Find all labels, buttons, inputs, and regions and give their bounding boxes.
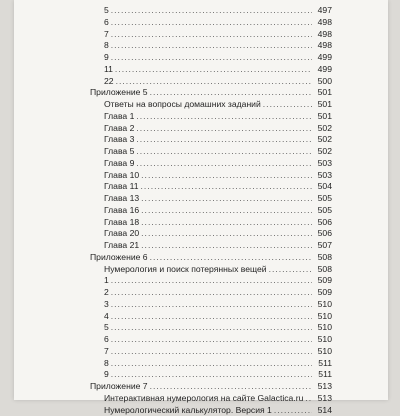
toc-page-number: 510 — [314, 311, 332, 323]
toc-entry-row — [90, 346, 332, 358]
toc-entry-label: Ответы на вопросы домашних заданий — [104, 99, 261, 111]
toc-page-number: 510 — [314, 299, 332, 311]
toc-entry-label: 11 — [104, 64, 113, 76]
dot-leader — [111, 5, 312, 17]
toc-entry-row — [90, 52, 332, 64]
toc-entry-label: Глава 21 — [104, 240, 139, 252]
dot-leader — [111, 322, 312, 334]
dot-leader — [111, 52, 312, 64]
toc-entry-label: 5 — [104, 322, 109, 334]
dot-leader — [111, 358, 312, 370]
toc-entry-row — [90, 40, 332, 52]
toc-page-number: 508 — [314, 252, 332, 264]
toc-page-number: 514 — [314, 405, 332, 416]
toc-entry-label: 8 — [104, 40, 109, 52]
dot-leader — [111, 287, 312, 299]
toc-entry-row — [90, 322, 332, 334]
toc-entry-label: Глава 13 — [104, 193, 139, 205]
toc-entry-row — [90, 217, 332, 229]
toc-page-number: 508 — [314, 264, 332, 276]
toc-entry-row — [90, 369, 332, 381]
toc-page-number: 505 — [314, 205, 332, 217]
dot-leader — [263, 99, 312, 111]
toc-entry-label: 3 — [104, 299, 109, 311]
dot-leader — [305, 393, 312, 405]
dot-leader — [141, 217, 312, 229]
toc-entry-row — [90, 99, 332, 111]
toc-page-number: 502 — [314, 146, 332, 158]
toc-page-number: 505 — [314, 193, 332, 205]
toc-entry-row — [90, 134, 332, 146]
toc-entry-label: Глава 18 — [104, 217, 139, 229]
toc-page-number: 501 — [314, 99, 332, 111]
dot-leader — [150, 252, 312, 264]
toc-entry-label: 2 — [104, 287, 109, 299]
toc-page-number: 500 — [314, 76, 332, 88]
table-of-contents — [90, 5, 332, 416]
toc-entry-row — [90, 123, 332, 135]
dot-leader — [141, 181, 312, 193]
toc-page-number: 502 — [314, 134, 332, 146]
toc-entry-row — [90, 299, 332, 311]
toc-page-number: 499 — [314, 52, 332, 64]
dot-leader — [111, 275, 312, 287]
dot-leader — [136, 146, 312, 158]
toc-entry-row — [90, 287, 332, 299]
toc-entry-label: 7 — [104, 346, 109, 358]
toc-section-row — [90, 87, 332, 99]
dot-leader — [136, 123, 312, 135]
toc-entry-label: 4 — [104, 311, 109, 323]
toc-entry-label: 9 — [104, 52, 109, 64]
toc-page-number: 497 — [314, 5, 332, 17]
toc-entry-label: Глава 9 — [104, 158, 134, 170]
dot-leader — [136, 158, 312, 170]
toc-page-number: 503 — [314, 170, 332, 182]
dot-leader — [136, 111, 312, 123]
toc-entry-row — [90, 275, 332, 287]
toc-page-number: 510 — [314, 334, 332, 346]
toc-entry-label: Глава 3 — [104, 134, 134, 146]
dot-leader — [111, 346, 312, 358]
toc-entry-row — [90, 311, 332, 323]
dot-leader — [111, 311, 312, 323]
toc-page-number: 498 — [314, 29, 332, 41]
toc-entry-label: 9 — [104, 369, 109, 381]
toc-page-number: 498 — [314, 40, 332, 52]
toc-entry-row — [90, 205, 332, 217]
toc-entry-row — [90, 146, 332, 158]
toc-entry-label: Нумерология и поиск потерянных вещей — [104, 264, 267, 276]
dot-leader — [141, 240, 312, 252]
toc-page-number: 509 — [314, 287, 332, 299]
toc-entry-row — [90, 158, 332, 170]
toc-page-number: 506 — [314, 217, 332, 229]
toc-page-number: 504 — [314, 181, 332, 193]
toc-entry-label: Глава 16 — [104, 205, 139, 217]
toc-page-number: 503 — [314, 158, 332, 170]
dot-leader — [141, 228, 312, 240]
dot-leader — [111, 40, 312, 52]
toc-page-number: 506 — [314, 228, 332, 240]
dot-leader — [141, 205, 312, 217]
toc-page-number: 513 — [314, 393, 332, 405]
toc-entry-row — [90, 111, 332, 123]
toc-entry-row — [90, 228, 332, 240]
toc-entry-row — [90, 334, 332, 346]
toc-entry-label: 6 — [104, 334, 109, 346]
toc-page-number: 499 — [314, 64, 332, 76]
dot-leader — [111, 17, 312, 29]
toc-entry-label: Глава 20 — [104, 228, 139, 240]
toc-entry-label: Глава 2 — [104, 123, 134, 135]
toc-entry-label: 5 — [104, 5, 109, 17]
toc-entry-row — [90, 393, 332, 405]
toc-entry-row — [90, 17, 332, 29]
toc-page-number: 502 — [314, 123, 332, 135]
toc-page-number: 501 — [314, 111, 332, 123]
toc-entry-row — [90, 264, 332, 276]
dot-leader — [150, 381, 312, 393]
toc-entry-row — [90, 170, 332, 182]
dot-leader — [136, 134, 312, 146]
dot-leader — [141, 170, 312, 182]
toc-entry-row — [90, 358, 332, 370]
toc-entry-label: Глава 1 — [104, 111, 134, 123]
dot-leader — [111, 334, 312, 346]
toc-entry-label: Приложение 5 — [90, 87, 148, 99]
toc-page-number: 498 — [314, 17, 332, 29]
toc-section-row — [90, 252, 332, 264]
toc-entry-row — [90, 405, 332, 416]
toc-entry-row — [90, 181, 332, 193]
toc-entry-label: Интерактивная нумерология на сайте Galactica.ru — [104, 393, 303, 405]
toc-entry-label: Глава 10 — [104, 170, 139, 182]
dot-leader — [111, 369, 312, 381]
toc-entry-row — [90, 193, 332, 205]
toc-entry-row — [90, 76, 332, 88]
toc-page-number: 513 — [314, 381, 332, 393]
book-page — [14, 0, 388, 400]
dot-leader — [111, 299, 312, 311]
dot-leader — [269, 264, 312, 276]
dot-leader — [274, 405, 312, 416]
toc-page-number: 509 — [314, 275, 332, 287]
toc-entry-label: 7 — [104, 29, 109, 41]
dot-leader — [116, 76, 312, 88]
toc-entry-label: 1 — [104, 275, 109, 287]
toc-page-number: 511 — [314, 369, 332, 381]
toc-page-number: 507 — [314, 240, 332, 252]
dot-leader — [150, 87, 312, 99]
toc-entry-label: Глава 5 — [104, 146, 134, 158]
toc-entry-label: Приложение 7 — [90, 381, 148, 393]
toc-page-number: 510 — [314, 346, 332, 358]
toc-page-number: 501 — [314, 87, 332, 99]
toc-entry-label: 8 — [104, 358, 109, 370]
toc-page-number: 511 — [314, 358, 332, 370]
toc-entry-row — [90, 29, 332, 41]
toc-entry-row — [90, 5, 332, 17]
toc-entry-label: Глава 11 — [104, 181, 139, 193]
dot-leader — [115, 64, 312, 76]
toc-entry-label: Приложение 6 — [90, 252, 148, 264]
dot-leader — [141, 193, 312, 205]
toc-page-number: 510 — [314, 322, 332, 334]
toc-entry-row — [90, 64, 332, 76]
dot-leader — [111, 29, 312, 41]
toc-entry-label: 22 — [104, 76, 114, 88]
toc-entry-label: Нумерологический калькулятор. Версия 1 — [104, 405, 272, 416]
toc-entry-row — [90, 240, 332, 252]
toc-section-row — [90, 381, 332, 393]
toc-entry-label: 6 — [104, 17, 109, 29]
